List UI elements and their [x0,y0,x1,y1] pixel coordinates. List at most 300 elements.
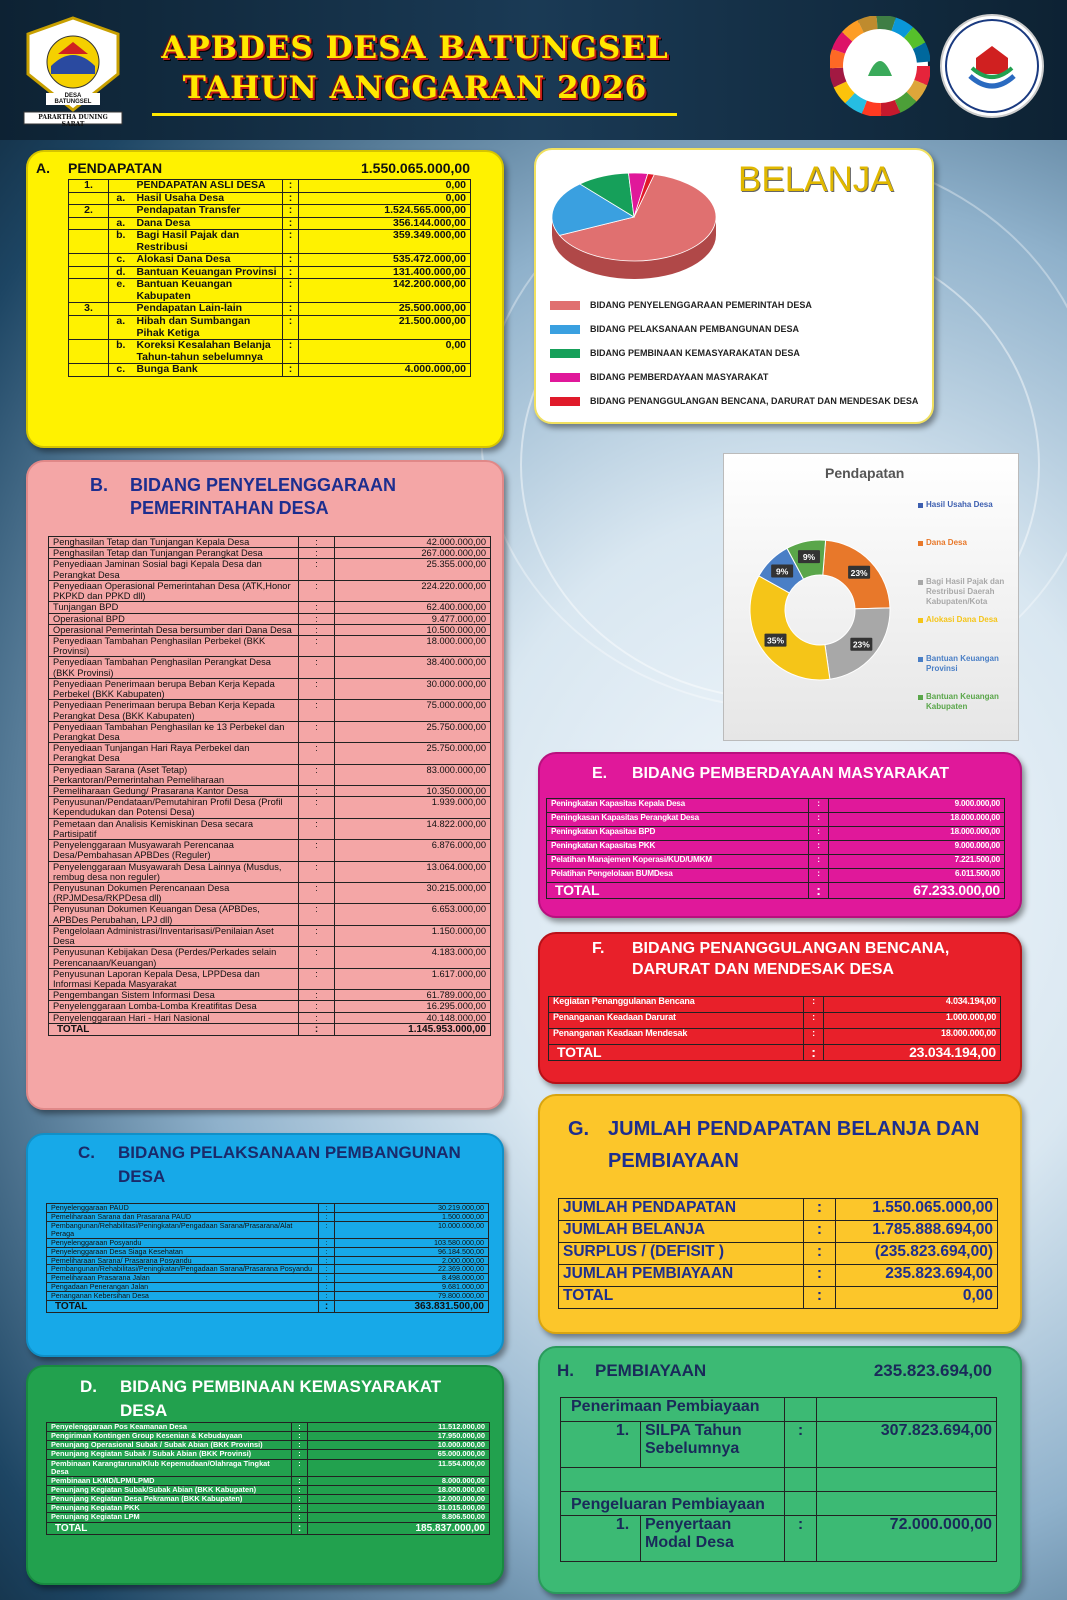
colon: : [299,721,335,742]
total-label: TOTAL [49,1023,299,1035]
row-value: 14.822.000,00 [335,818,491,839]
legend-marker [918,541,923,546]
bidang-c-title2: DESA [118,1167,166,1186]
legend-label: Bagi Hasil Pajak dan Restribusi Daerah Kabupaten/Kota [926,577,1005,606]
row-sub [109,180,133,193]
row-label: Penyelenggaraan Lomba-Lomba Kreatifitas Desa [49,1001,299,1012]
colon: : [283,205,299,218]
row-value: 13.064.000,00 [335,861,491,882]
row-label: JUMLAH PEMBIAYAAN [559,1265,804,1287]
table-row [549,1013,1001,1029]
total-row [47,1301,489,1313]
jumlah-row [559,1265,998,1287]
row-label: Peningkatan Kapasitas BPD [547,827,809,841]
row-value: 38.400.000,00 [335,657,491,678]
row-value: 4.000.000,00 [299,364,471,377]
legend-label: Dana Desa [926,538,967,547]
row-label: Pembangunan/Rehabilitasi/Peningkatan/Pengadaan Sarana/Prasarana Posyandu [47,1265,319,1274]
table-row [49,635,491,656]
pengeluaran-item-line1: Penyertaan [645,1516,732,1533]
legend-marker [918,657,923,662]
bidang-f-title2: DARURAT DAN MENDESAK DESA [632,961,894,978]
row-sub [109,205,133,218]
row-label: Penyusunan/Pendataan/Pemutahiran Profil Desa (Profil Kependudukan dan Potensi Desa) [49,797,299,818]
row-number [69,230,109,254]
row-label: Peningkasan Kapasitas Perangkat Desa [547,813,809,827]
bidang-e-table [546,798,1005,899]
colon: : [809,869,829,883]
row-value: 2.000.000,00 [335,1256,489,1265]
row-value: 142.200.000,00 [299,279,471,303]
pendapatan-row [69,340,471,364]
row-label: Koreksi Kesalahan Belanja Tahun-tahun sebelumnya [133,340,283,364]
row-value: 10.000.000,00 [335,1221,489,1238]
colon: : [319,1274,335,1283]
row-label: Bantuan Keuangan Provinsi [133,266,283,279]
colon: : [299,559,335,580]
row-value: 25.500.000,00 [299,303,471,316]
row-label: Pemeliharaan Gedung/ Prasarana Kantor Desa [49,786,299,797]
colon: : [319,1204,335,1213]
table-row [49,947,491,968]
row-value: 1.785.888.694,00 [836,1221,998,1243]
row-label: Penghasilan Tetap dan Tunjangan Kepala Desa [49,537,299,548]
page-title-line2: TAHUN ANGGARAN 2026 [182,70,648,106]
colon: : [283,279,299,303]
jumlah-row [559,1199,998,1221]
jumlah-title1: JUMLAH PENDAPATAN BELANJA DAN [608,1118,980,1140]
colon: : [283,316,299,340]
bidang-d-letter: D. [80,1377,97,1396]
row-sub: c. [109,364,133,377]
table-row [47,1513,490,1522]
row-value: 96.184.500,00 [335,1247,489,1256]
svg-text:23%: 23% [850,567,868,578]
legend-marker [918,503,923,508]
row-sub: e. [109,279,133,303]
colon: : [804,1029,824,1045]
table-row [47,1450,490,1459]
row-value: 8.498.000,00 [335,1274,489,1283]
row-value: 65.000.000,00 [308,1450,490,1459]
row-value: 9.000.000,00 [829,841,1005,855]
total-label: TOTAL [47,1301,319,1313]
row-value: 22.369.000,00 [335,1265,489,1274]
pendapatan-row [69,180,471,193]
legend-label: BIDANG PEMBERDAYAAN MASYARAKAT [590,372,769,382]
table-row [49,883,491,904]
row-label: Pelatihan Pengelolaan BUMDesa [547,869,809,883]
row-label: Penyelenggaraan PAUD [47,1204,319,1213]
colon: : [299,548,335,559]
sdgs-logo [830,16,930,116]
row-value: 1.000.000,00 [824,1013,1001,1029]
bidang-c-letter: C. [78,1143,95,1162]
bidang-b-title2: PEMERINTAHAN DESA [130,498,329,518]
pengeluaran-value: 72.000.000,00 [817,1516,997,1562]
table-row [47,1212,489,1221]
row-value: 42.000.000,00 [335,537,491,548]
legend-label: BIDANG PELAKSANAAN PEMBANGUNAN DESA [590,324,800,334]
colon: : [292,1522,308,1534]
legend-label: BIDANG PEMBINAAN KEMASYARAKATAN DESA [590,348,800,358]
colon: : [319,1256,335,1265]
row-value: 31.015.000,00 [308,1504,490,1513]
row-value: 79.800.000,00 [335,1292,489,1301]
jumlah-title2: PEMBIAYAAN [608,1150,739,1172]
table-row [549,997,1001,1013]
row-value: 1.617.000,00 [335,968,491,989]
row-value: 267.000.000,00 [335,548,491,559]
row-label: Penyelenggaraan Musyawarah Desa Lainnya (Musdus, rembug desa non reguler) [49,861,299,882]
row-label: Penyusunan Laporan Kepala Desa, LPPDesa dan Informasi Kepada Masyarakat [49,968,299,989]
colon: : [292,1432,308,1441]
pendapatan-row [69,192,471,205]
table-row [49,840,491,861]
row-label: Pengiriman Kontingen Group Kesenian & Kebudayaan [47,1432,292,1441]
colon: : [283,254,299,267]
total-value: 1.145.953.000,00 [335,1023,491,1035]
row-label: Penyediaan Penerimaan berupa Beban Kerja Kepada Perangkat Desa (BKK Kabupaten) [49,700,299,721]
colon: : [292,1450,308,1459]
row-label: Pemetaan dan Analisis Kemiskinan Desa secara Partisipatif [49,818,299,839]
row-value: 4.183.000,00 [335,947,491,968]
row-value: 8.000.000,00 [308,1476,490,1485]
row-value: 1.550.065.000,00 [836,1199,998,1221]
colon: : [299,840,335,861]
bidang-b-title1: BIDANG PENYELENGGARAAN [130,475,397,495]
village-logo [18,14,128,126]
row-value: 12.000.000,00 [308,1495,490,1504]
colon: : [299,883,335,904]
total-value: 67.233.000,00 [829,883,1005,899]
row-number: 1. [69,180,109,193]
colon: : [292,1459,308,1476]
bidang-f-table [548,996,1001,1061]
row-value: 83.000.000,00 [335,764,491,785]
bidang-f-title1: BIDANG PENANGGULANGAN BENCANA, [632,940,950,957]
row-label: Penanganan Keadaan Darurat [549,1013,804,1029]
row-label: Penyediaan Tambahan Penghasilan ke 13 Perbekel dan Perangkat Desa [49,721,299,742]
colon: : [804,1265,836,1287]
total-value: 185.837.000,00 [308,1522,490,1534]
colon: : [299,764,335,785]
colon: : [299,904,335,925]
row-label: Pemeliharaan Prasarana Jalan [47,1274,319,1283]
row-label: Peningkatan Kapasitas Kepala Desa [547,799,809,813]
table-row [49,861,491,882]
row-value: 10.500.000,00 [335,624,491,635]
colon: : [299,635,335,656]
bidang-d-title2: DESA [120,1401,168,1420]
row-label: Penyediaan Tambahan Penghasilan Perangkat Desa (BKK Provinsi) [49,657,299,678]
penerimaan-no: 1. [615,1422,630,1439]
row-label: Dana Desa [133,217,283,230]
row-value: 1.939.000,00 [335,797,491,818]
colon: : [319,1247,335,1256]
row-value: 0,00 [299,192,471,205]
table-row [49,764,491,785]
table-row [49,624,491,635]
table-row [47,1247,489,1256]
colon: : [809,841,829,855]
row-value: 11.512.000,00 [308,1423,490,1432]
pembiayaan-title: PEMBIAYAAN [595,1361,707,1380]
table-row [49,700,491,721]
row-value: 9.477.000,00 [335,613,491,624]
row-value: 18.000.000,00 [829,813,1005,827]
row-value: 6.011.500,00 [829,869,1005,883]
colon: : [283,364,299,377]
svg-text:9%: 9% [775,566,789,577]
title-underline [152,113,677,116]
row-label: SURPLUS / (DEFISIT ) [559,1243,804,1265]
pendapatan-row [69,303,471,316]
legend-label: BIDANG PENANGGULANGAN BENCANA, DARURAT DAN MENDESAK DESA [590,396,919,406]
row-value: 11.554.000,00 [308,1459,490,1476]
row-label: Hibah dan Sumbangan Pihak Ketiga [133,316,283,340]
village-logo-name: DESA BATUNGSEL [46,93,100,105]
row-label: Penunjang Kegiatan Desa Pekraman (BKK Kabupaten) [47,1495,292,1504]
row-label: Pengembangan Sistem Informasi Desa [49,990,299,1001]
colon: : [299,925,335,946]
row-number [69,217,109,230]
row-sub [109,303,133,316]
table-row [49,613,491,624]
bidang-c-table [46,1203,489,1313]
colon: : [299,537,335,548]
donut-data-label [771,564,793,577]
total-value: 23.034.194,00 [824,1045,1001,1061]
row-label: Pelatihan Manajemen Koperasi/KUD/UMKM [547,855,809,869]
pendapatan-row [69,266,471,279]
colon: : [804,1243,836,1265]
colon: : [809,813,829,827]
row-label: Penyelenggaraan Pos Keamanan Desa [47,1423,292,1432]
row-value: (235.823.694,00) [836,1243,998,1265]
pendapatan-donut-chart [745,535,895,685]
legend-marker [918,695,923,700]
row-label: Penanganan Keadaan Mendesak [549,1029,804,1045]
table-row [49,925,491,946]
bidang-e-title: BIDANG PEMBERDAYAAN MASYARAKAT [632,765,950,782]
colon: : [299,990,335,1001]
table-row [49,602,491,613]
colon: : [292,1513,308,1522]
total-row [547,883,1005,899]
row-label: Penunjang Kegiatan PKK [47,1504,292,1513]
colon: : [804,1045,824,1061]
row-number [69,340,109,364]
row-label: Pembinaan LKMD/LPM/LPMD [47,1476,292,1485]
row-label: Bagi Hasil Pajak dan Restribusi [133,230,283,254]
table-row [547,855,1005,869]
row-sub: b. [109,340,133,364]
pengeluaran-label: Pengeluaran Pembiayaan [561,1492,785,1516]
table-row [47,1459,490,1476]
colon: : [319,1292,335,1301]
row-value: 25.355.000,00 [335,559,491,580]
row-sub: d. [109,266,133,279]
colon: : [283,340,299,364]
row-value: 30.219.000,00 [335,1204,489,1213]
legend-label: Bantuan Keuangan Kabupaten [926,692,999,711]
pengeluaran-item-line2: Modal Desa [645,1533,734,1551]
bidang-d-table [46,1422,490,1535]
row-number: 3. [69,303,109,316]
row-label: JUMLAH PENDAPATAN [559,1199,804,1221]
colon: : [319,1221,335,1238]
colon: : [299,818,335,839]
row-value: 0,00 [299,180,471,193]
row-label: Pemeliharaan Sarana/ Prasarana Posyandu [47,1256,319,1265]
colon: : [292,1423,308,1432]
pendapatan-row [69,279,471,303]
table-row [49,743,491,764]
row-value: 16.295.000,00 [335,1001,491,1012]
row-value: 1.150.000,00 [335,925,491,946]
colon: : [319,1283,335,1292]
colon: : [292,1476,308,1485]
table-row [49,968,491,989]
village-logo-motto: PARARTHA DUNING SARAT [38,114,108,128]
row-value: 61.789.000,00 [335,990,491,1001]
table-row [49,1012,491,1023]
legend-swatch [550,373,580,382]
colon: : [319,1265,335,1274]
colon: : [785,1422,817,1468]
row-label: Penyusunan Dokumen Perencanaan Desa (RPJMDesa/RKPDesa dll) [49,883,299,904]
row-number [69,364,109,377]
row-label: Pembangunan/Rehabilitasi/Peningkatan/Pengadaan Sarana/Prasarana/Alat Peraga [47,1221,319,1238]
row-label: Penanganan Kebersihan Desa [47,1292,319,1301]
table-row [49,657,491,678]
row-label: Pemeliharaan Sarana dan Prasarana PAUD [47,1212,319,1221]
row-value: 4.034.194,00 [824,997,1001,1013]
penerimaan-item-line1: SILPA Tahun [645,1422,742,1439]
row-value: 1.524.565.000,00 [299,205,471,218]
colon: : [299,968,335,989]
row-value: 1.500.000,00 [335,1212,489,1221]
pembiayaan-table [560,1397,997,1562]
row-number: 2. [69,205,109,218]
row-label: Penghasilan Tetap dan Tunjangan Perangkat Desa [49,548,299,559]
colon: : [299,657,335,678]
colon: : [804,1221,836,1243]
row-value: 9.681.000,00 [335,1283,489,1292]
colon: : [299,678,335,699]
row-value: 62.400.000,00 [335,602,491,613]
total-value: 363.831.500,00 [335,1301,489,1313]
donut-data-label [850,638,872,651]
row-value: 40.148.000,00 [335,1012,491,1023]
row-sub: b. [109,230,133,254]
pendapatan-letter: A. [36,160,50,176]
colon: : [809,855,829,869]
row-value: 131.400.000,00 [299,266,471,279]
row-value: 10.000.000,00 [308,1441,490,1450]
row-value: 235.823.694,00 [836,1265,998,1287]
donut-data-label [765,634,787,647]
colon: : [299,861,335,882]
row-value: 535.472.000,00 [299,254,471,267]
colon: : [299,743,335,764]
legend-label: BIDANG PENYELENGGARAAN PEMERINTAH DESA [590,300,812,310]
colon: : [283,192,299,205]
row-label: Penyediaan Penerimaan berupa Beban Kerja Kepada Perbekel (BKK Kabupaten) [49,678,299,699]
row-value: 6.876.000,00 [335,840,491,861]
row-sub: a. [109,192,133,205]
row-label: Bantuan Keuangan Kabupaten [133,279,283,303]
legend-label: Bantuan Keuangan Provinsi [926,654,999,673]
row-value: 18.000.000,00 [308,1485,490,1494]
legend-label: Hasil Usaha Desa [926,500,993,509]
colon: : [319,1301,335,1313]
table-row [547,841,1005,855]
row-value: 10.350.000,00 [335,786,491,797]
row-sub: a. [109,217,133,230]
table-row [49,678,491,699]
table-row [547,869,1005,883]
colon: : [804,997,824,1013]
colon: : [283,180,299,193]
ministry-logo [940,14,1044,118]
row-value: 30.215.000,00 [335,883,491,904]
table-row [547,799,1005,813]
pendapatan-row [69,364,471,377]
table-row [49,580,491,601]
table-row [49,797,491,818]
colon: : [292,1504,308,1513]
colon: : [804,1013,824,1029]
pendapatan-total: 1.550.065.000,00 [361,160,470,176]
total-row [549,1045,1001,1061]
table-row [549,1029,1001,1045]
legend-swatch [550,301,580,310]
legend-marker [918,580,923,585]
row-number [69,316,109,340]
row-label: PENDAPATAN ASLI DESA [133,180,283,193]
table-row [49,537,491,548]
colon: : [319,1238,335,1247]
svg-text:23%: 23% [852,639,870,650]
legend-swatch [550,349,580,358]
pendapatan-row [69,254,471,267]
pengeluaran-no: 1. [615,1516,630,1533]
table-row [547,813,1005,827]
row-value: 7.221.500,00 [829,855,1005,869]
row-value: 21.500.000,00 [299,316,471,340]
row-label: Penunjang Kegiatan Subak/Subak Abian (BKK Kabupaten) [47,1485,292,1494]
row-label: Kegiatan Penanggulanan Bencana [549,997,804,1013]
pendapatan-row [69,217,471,230]
donut-data-label [848,566,870,579]
table-row [49,548,491,559]
row-label: Pengelolaan Administrasi/Inventarisasi/Penilaian Aset Desa [49,925,299,946]
colon: : [804,1199,836,1221]
row-value: 359.349.000,00 [299,230,471,254]
row-number [69,192,109,205]
bidang-c-title1: BIDANG PELAKSANAAN PEMBANGUNAN [118,1143,461,1162]
row-value: 224.220.000,00 [335,580,491,601]
table-row [49,904,491,925]
row-label: Penyediaan Jaminan Sosial bagi Kepala Desa dan Perangkat Desa [49,559,299,580]
row-value: 18.000.000,00 [335,635,491,656]
colon: : [283,230,299,254]
total-label: TOTAL [549,1045,804,1061]
colon: : [804,1287,836,1309]
row-label: Penyelenggaraan Desa Siaga Kesehatan [47,1247,319,1256]
